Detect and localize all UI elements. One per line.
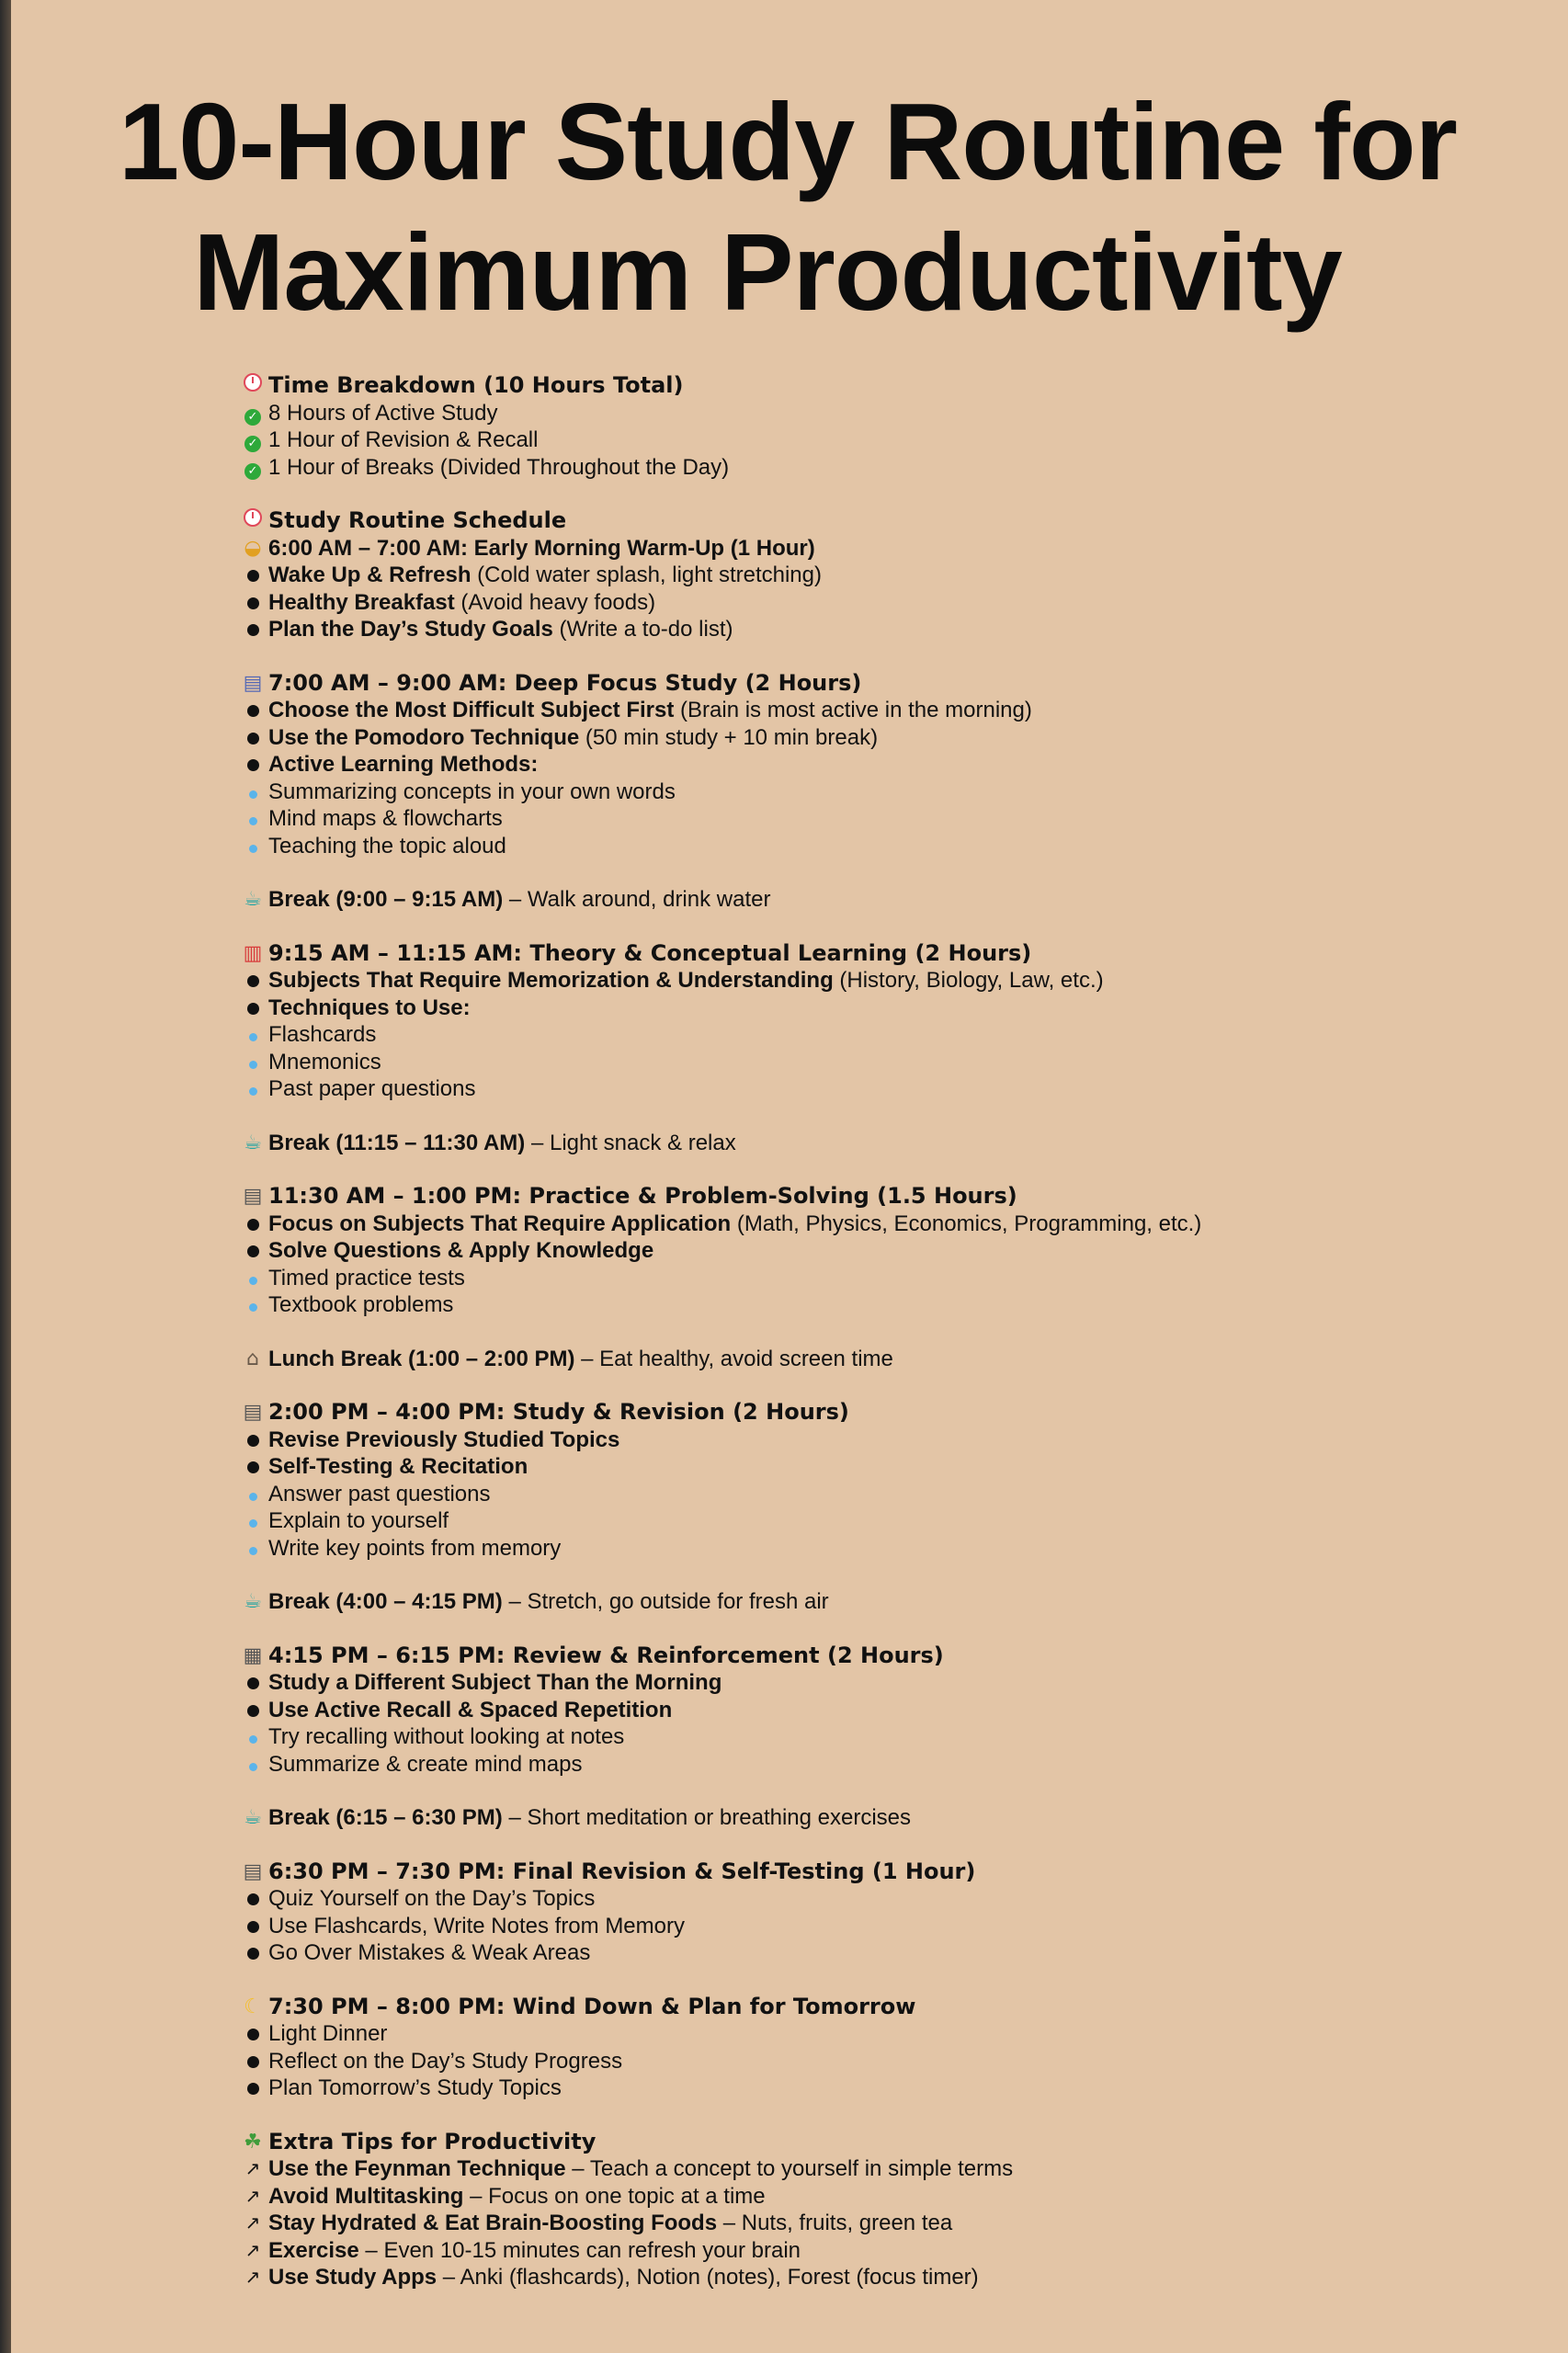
item-emphasis: Wake Up & Refresh — [268, 563, 472, 587]
list-item — [241, 1669, 1528, 1697]
bullet-dot-icon — [241, 1885, 265, 1913]
list-item — [241, 400, 1528, 427]
list-item — [241, 454, 1528, 482]
bullet-dot-icon — [241, 1939, 265, 1967]
check-mark-icon: ✓ — [241, 426, 265, 454]
time-slot-header — [241, 535, 1528, 563]
item-emphasis: Use the Pomodoro Technique — [268, 724, 580, 750]
section — [241, 1643, 1528, 1779]
item-text: 1 Hour of Breaks (Divided Throughout the Day) — [268, 454, 730, 480]
time-slot-title: 6:00 AM – 7:00 AM: Early Morning Warm-Up (1 Hour) — [268, 535, 815, 561]
list-item — [241, 1237, 1528, 1265]
item-text: 8 Hours of Active Study — [268, 400, 498, 426]
list-item — [241, 1697, 1528, 1724]
list-item — [241, 1481, 1528, 1508]
section — [241, 1399, 1528, 1562]
title-line-1: 10-Hour Study Routine for — [119, 81, 1457, 203]
item-text: Write key points from memory — [268, 1535, 562, 1561]
list-item — [241, 1723, 1528, 1751]
blue-dot-icon — [241, 1723, 265, 1751]
item-emphasis: Techniques to Use: — [268, 995, 471, 1020]
section — [241, 1183, 1528, 1319]
arrow-icon: ↗ — [244, 2211, 261, 2234]
item-text: Textbook problems — [268, 1292, 454, 1317]
list-item — [241, 1265, 1528, 1292]
open-book-icon: ▤ — [243, 1859, 263, 1883]
list-item — [241, 1291, 1528, 1319]
bullet-dot-icon — [241, 1427, 265, 1454]
section — [241, 886, 1528, 914]
blue-dot-icon — [241, 1049, 265, 1076]
arrow-icon: ↗ — [244, 2238, 261, 2261]
bullet-dot-icon — [241, 2075, 265, 2102]
item-text: Explain to yourself — [268, 1508, 449, 1533]
bullet-dot-icon — [241, 1669, 265, 1697]
blue-dot-icon — [241, 1751, 265, 1779]
blue-dot-icon — [241, 1075, 265, 1103]
item-text: – Even 10-15 minutes can refresh your brain — [358, 2237, 801, 2263]
item-text: Flashcards — [268, 1022, 377, 1047]
list-item — [241, 562, 1528, 589]
memo-icon: ▦ — [243, 1643, 263, 1667]
item-emphasis: Subjects That Require Memorization & Understanding — [268, 968, 834, 993]
item-emphasis: Choose the Most Difficult Subject First — [268, 698, 675, 722]
page-title — [0, 77, 1568, 338]
list-item — [241, 1885, 1528, 1913]
break-description: – Eat healthy, avoid screen time — [574, 1346, 893, 1371]
routine-content — [241, 372, 1528, 2318]
break-time: Break (6:15 – 6:30 PM) — [268, 1805, 503, 1830]
blue-dot-icon — [241, 1291, 265, 1319]
item-text: Use Flashcards, Write Notes from Memory — [268, 1913, 685, 1938]
break-line — [241, 1588, 1528, 1616]
item-emphasis: Study a Different Subject Than the Morning — [268, 1670, 722, 1695]
bullet-dot-icon — [241, 697, 265, 724]
section — [241, 1804, 1528, 1832]
list-item — [241, 2237, 1528, 2265]
section-title: Extra Tips for Productivity — [268, 2128, 597, 2154]
bullet-dot-icon — [241, 2048, 265, 2075]
list-item — [241, 1751, 1528, 1779]
sunrise-icon: ◒ — [244, 536, 262, 560]
alarm-clock-icon — [241, 507, 265, 535]
item-text: 1 Hour of Revision & Recall — [268, 427, 539, 452]
section — [241, 1346, 1528, 1373]
break-line — [241, 1130, 1528, 1157]
break-time: Break (9:00 – 9:15 AM) — [268, 887, 504, 912]
section-header — [241, 670, 1528, 698]
section-title: 9:15 AM – 11:15 AM: Theory & Conceptual Learning (2 Hours) — [268, 939, 1032, 966]
section — [241, 1588, 1528, 1616]
arrow-icon: ↗ — [244, 2184, 261, 2207]
section-title: 7:30 PM – 8:00 PM: Wind Down & Plan for Tomorrow — [268, 1993, 916, 2019]
alarm-clock-icon — [241, 372, 265, 400]
break-description: – Stretch, go outside for fresh air — [502, 1589, 829, 1614]
item-text: Timed practice tests — [268, 1265, 465, 1290]
section — [241, 1859, 1528, 1967]
section-title: 11:30 AM – 1:00 PM: Practice & Problem-Solving (1.5 Hours) — [268, 1183, 1017, 1209]
list-item — [241, 2075, 1528, 2102]
open-book-icon: ▤ — [243, 1401, 263, 1424]
list-item — [241, 589, 1528, 617]
item-text: Teaching the topic aloud — [268, 833, 506, 858]
list-item — [241, 697, 1528, 724]
break-time: Break (4:00 – 4:15 PM) — [268, 1589, 503, 1614]
item-emphasis: Self-Testing & Recitation — [268, 1454, 528, 1479]
list-item — [241, 616, 1528, 643]
section — [241, 1994, 1528, 2102]
break-description: – Light snack & relax — [525, 1130, 736, 1155]
break-time: Break (11:15 – 11:30 AM) — [268, 1130, 526, 1155]
bullet-dot-icon — [241, 1913, 265, 1940]
coffee-cup-icon: ☕ — [244, 1806, 262, 1829]
list-item — [241, 1211, 1528, 1238]
list-item — [241, 1535, 1528, 1563]
section-title: 4:15 PM – 6:15 PM: Review & Reinforcement (2 Hours) — [268, 1642, 944, 1668]
item-text: Light Dinner — [268, 2021, 388, 2046]
bullet-dot-icon — [241, 967, 265, 995]
coffee-cup-icon: ☕ — [244, 1590, 262, 1613]
bullet-dot-icon — [241, 1453, 265, 1481]
section-title: 6:30 PM – 7:30 PM: Final Revision & Self-Testing (1 Hour) — [268, 1858, 976, 1884]
item-emphasis: Solve Questions & Apply Knowledge — [268, 1238, 654, 1263]
section-header — [241, 1859, 1528, 1886]
list-item — [241, 1939, 1528, 1967]
item-text: Reflect on the Day’s Study Progress — [268, 2048, 623, 2074]
item-text: Plan Tomorrow’s Study Topics — [268, 2075, 562, 2100]
list-item — [241, 1453, 1528, 1481]
list-item — [241, 1049, 1528, 1076]
section-title: 7:00 AM – 9:00 AM: Deep Focus Study (2 Hours) — [268, 669, 862, 696]
break-line — [241, 886, 1528, 914]
bullet-dot-icon — [241, 995, 265, 1022]
blue-dot-icon — [241, 833, 265, 860]
section-header — [241, 372, 1528, 400]
list-item — [241, 1021, 1528, 1049]
section-header — [241, 507, 1528, 535]
bullet-dot-icon — [241, 751, 265, 779]
section-header — [241, 1183, 1528, 1211]
item-text: Summarizing concepts in your own words — [268, 779, 676, 804]
item-emphasis: Healthy Breakfast — [268, 589, 455, 615]
list-item — [241, 751, 1528, 779]
blue-dot-icon — [241, 779, 265, 806]
arrow-icon: ↗ — [244, 2157, 261, 2179]
blue-dot-icon — [241, 1021, 265, 1049]
item-emphasis: Active Learning Methods: — [268, 752, 539, 777]
list-item — [241, 779, 1528, 806]
list-item — [241, 426, 1528, 454]
item-text: (Avoid heavy foods) — [454, 589, 656, 615]
list-item — [241, 2264, 1528, 2291]
open-book-icon: ▤ — [243, 1185, 263, 1208]
list-item — [241, 724, 1528, 752]
item-emphasis: Avoid Multitasking — [268, 2183, 464, 2209]
list-item — [241, 833, 1528, 860]
blue-dot-icon — [241, 805, 265, 833]
moon-icon: ☾ — [244, 1995, 262, 2018]
bullet-dot-icon — [241, 562, 265, 589]
item-emphasis: Use Study Apps — [268, 2265, 437, 2290]
item-text: Mnemonics — [268, 1049, 381, 1074]
coffee-cup-icon: ☕ — [244, 1131, 262, 1154]
item-text: Try recalling without looking at notes — [268, 1724, 625, 1749]
arrow-icon: ↗ — [244, 2266, 261, 2288]
bullet-dot-icon — [241, 1697, 265, 1724]
item-text: Mind maps & flowcharts — [268, 806, 503, 831]
bullet-dot-icon — [241, 1211, 265, 1238]
item-emphasis: Revise Previously Studied Topics — [268, 1427, 620, 1452]
item-text: (50 min study + 10 min break) — [579, 724, 879, 750]
list-item — [241, 2210, 1528, 2237]
item-emphasis: Exercise — [268, 2237, 359, 2263]
item-text: Quiz Yourself on the Day’s Topics — [268, 1886, 596, 1911]
section-title: 2:00 PM – 4:00 PM: Study & Revision (2 Hours) — [268, 1399, 849, 1425]
item-emphasis: Use Active Recall & Spaced Repetition — [268, 1697, 673, 1722]
break-time: Lunch Break (1:00 – 2:00 PM) — [268, 1346, 575, 1371]
section-title: Time Breakdown (10 Hours Total) — [268, 372, 684, 398]
item-emphasis: Focus on Subjects That Require Application — [268, 1211, 732, 1236]
books-icon: ▥ — [243, 941, 263, 965]
item-text: – Teach a concept to yourself in simple terms — [565, 2156, 1014, 2181]
lunch-icon: ⌂ — [246, 1347, 259, 1370]
item-text: Past paper questions — [268, 1076, 476, 1101]
item-text: (Math, Physics, Economics, Programming, etc.) — [731, 1211, 1202, 1236]
break-line — [241, 1346, 1528, 1373]
bullet-dot-icon — [241, 724, 265, 752]
bullet-dot-icon — [241, 1237, 265, 1265]
section — [241, 507, 1528, 643]
list-item — [241, 995, 1528, 1022]
list-item — [241, 2020, 1528, 2048]
item-text: Summarize & create mind maps — [268, 1751, 583, 1777]
check-mark-icon: ✓ — [241, 400, 265, 427]
left-edge-shadow — [0, 0, 11, 2353]
item-text: (Write a to-do list) — [552, 617, 733, 642]
section — [241, 2129, 1528, 2291]
section-header — [241, 2129, 1528, 2156]
section-header — [241, 1643, 1528, 1670]
section-header — [241, 940, 1528, 968]
bullet-dot-icon — [241, 589, 265, 617]
section-title: Study Routine Schedule — [268, 507, 567, 533]
break-description: – Walk around, drink water — [503, 887, 771, 912]
section-header — [241, 1399, 1528, 1427]
list-item — [241, 1507, 1528, 1535]
section — [241, 670, 1528, 860]
item-text: Answer past questions — [268, 1481, 491, 1506]
blue-dot-icon — [241, 1535, 265, 1563]
bullet-dot-icon — [241, 616, 265, 643]
bullet-dot-icon — [241, 2020, 265, 2048]
item-text: – Nuts, fruits, green tea — [717, 2211, 953, 2235]
section — [241, 940, 1528, 1103]
list-item — [241, 967, 1528, 995]
item-text: (History, Biology, Law, etc.) — [833, 968, 1104, 993]
list-item — [241, 1427, 1528, 1454]
section — [241, 372, 1528, 481]
check-mark-icon: ✓ — [241, 454, 265, 482]
blue-dot-icon — [241, 1481, 265, 1508]
list-item — [241, 1913, 1528, 1940]
title-line-2: Maximum Productivity — [193, 211, 1342, 334]
list-item — [241, 1075, 1528, 1103]
break-description: – Short meditation or breathing exercises — [502, 1805, 912, 1830]
item-text: (Brain is most active in the morning) — [674, 698, 1032, 722]
coffee-cup-icon: ☕ — [244, 888, 262, 911]
section — [241, 1130, 1528, 1157]
list-item — [241, 2155, 1528, 2183]
item-text: – Focus on one topic at a time — [463, 2183, 766, 2209]
item-emphasis: Plan the Day’s Study Goals — [268, 617, 553, 642]
item-emphasis: Use the Feynman Technique — [268, 2156, 566, 2181]
break-line — [241, 1804, 1528, 1832]
calendar-icon: ▤ — [243, 671, 263, 695]
plant-icon: ☘ — [244, 2130, 262, 2154]
item-text: Go Over Mistakes & Weak Areas — [268, 1940, 591, 1965]
list-item — [241, 2183, 1528, 2211]
item-emphasis: Stay Hydrated & Eat Brain-Boosting Foods — [268, 2211, 718, 2235]
list-item — [241, 805, 1528, 833]
item-text: – Anki (flashcards), Notion (notes), Forest (focus timer) — [437, 2265, 979, 2290]
blue-dot-icon — [241, 1265, 265, 1292]
blue-dot-icon — [241, 1507, 265, 1535]
list-item — [241, 2048, 1528, 2075]
section-header — [241, 1994, 1528, 2021]
item-text: (Cold water splash, light stretching) — [471, 563, 822, 587]
